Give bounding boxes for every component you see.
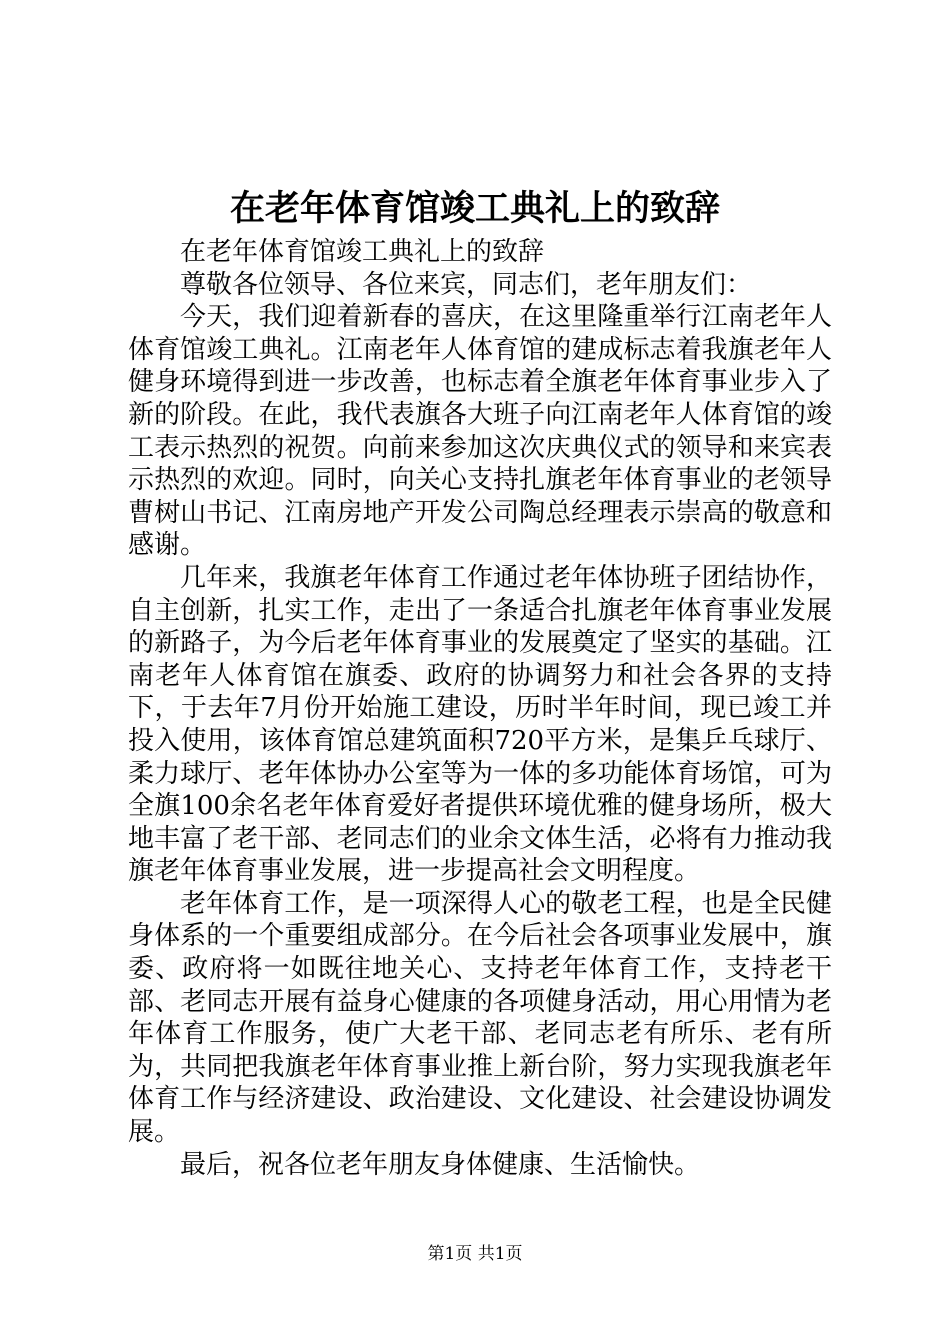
document-title: 在老年体育馆竣工典礼上的致辞: [229, 188, 720, 229]
paragraph-closing: 最后，祝各位老年朋友身体健康、生活愉快。: [180, 1149, 701, 1180]
paragraph-achievements: 几年来，我旗老年体育工作通过老年体协班子团结协作，自主创新，扎实工作，走出了一条适合扎旗老年体育事业发展的新路子，为今后老年体育事业的发展奠定了坚实的基础。江南老年人体育馆在旗委、政府的协调努力和社会各界的支持下，于去年7月份开始施工建设，历时半年时间，现已竣工并投入使用，该体育馆总建筑面积720平方米，是集乒乓球厅、柔力球厅、老年体协办公室等为一体的多功能体育场馆，可为全旗100余名老年体育爱好者提供环境优雅的健身场所，极大地丰富了老干部、老同志们的业余文体生活，必将有力推动我旗老年体育事业发展，进一步提高社会文明程度。: [128, 562, 832, 887]
page-number-footer: 第1页 共1页: [427, 1244, 523, 1264]
paragraph-outlook: 老年体育工作，是一项深得人心的敬老工程，也是全民健身体系的一个重要组成部分。在今后社会各项事业发展中，旗委、政府将一如既往地关心、支持老年体育工作，支持老干部、老同志开展有益身心健康的各项健身活动，用心用情为老年体育工作服务，使广大老干部、老同志老有所乐、老有所为，共同把我旗老年体育事业推上新台阶，努力实现我旗老年体育工作与经济建设、政治建设、文化建设、社会建设协调发展。: [128, 888, 832, 1148]
paragraph-salutation: 尊敬各位领导、各位来宾，同志们，老年朋友们：: [180, 269, 753, 300]
document-body: [128, 236, 832, 1181]
paragraph-opening: 今天，我们迎着新春的喜庆，在这里隆重举行江南老年人体育馆竣工典礼。江南老年人体育馆的建成标志着我旗老年人健身环境得到进一步改善，也标志着全旗老年体育事业步入了新的阶段。在此，我代表旗各大班子向江南老年人体育馆的竣工表示热烈的祝贺。向前来参加这次庆典仪式的领导和来宾表示热烈的欢迎。同时，向关心支持扎旗老年体育事业的老领导曹树山书记、江南房地产开发公司陶总经理表示崇高的敬意和感谢。: [128, 302, 832, 561]
paragraph-heading: 在老年体育馆竣工典礼上的致辞: [180, 237, 545, 267]
